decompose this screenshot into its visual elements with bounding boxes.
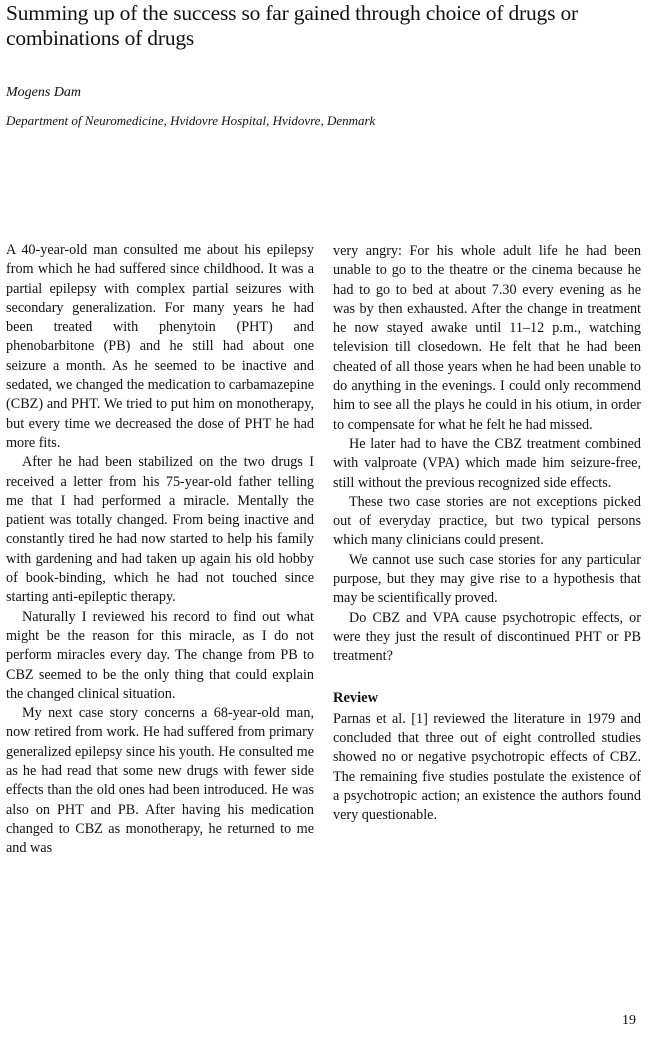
paragraph: Naturally I reviewed his record to find out what might be the reason for this miracle, as I do not perform miracles every day. The change from PB to CBZ seemed to be the only thing that could explain the changed clinical situation.	[6, 608, 314, 702]
paragraph: He later had to have the CBZ treatment combined with valproate (VPA) which made him seizure-free, still without the previous recognized side effects.	[333, 435, 641, 491]
author-affiliation: Department of Neuromedicine, Hvidovre Hospital, Hvidovre, Denmark	[6, 113, 376, 128]
paragraph: These two case stories are not exceptions picked out of everyday practice, but two typical persons which many clinicians could present.	[333, 493, 641, 549]
paragraph: We cannot use such case stories for any particular purpose, but they may give rise to a hypothesis that may be scientifically proved.	[333, 551, 641, 607]
paragraph: Parnas et al. [1] reviewed the literature in 1979 and concluded that three out of eight controlled studies showed no or negative psychotropic effects of CBZ. The remaining five studies postulate the existence of a psychotropic action; an existence the authors found very questionable.	[333, 710, 641, 824]
paragraph: A 40-year-old man consulted me about his epilepsy from which he had suffered since childhood. It was a partial epilepsy with complex partial seizures with secondary generalization. For many years he had been treated with phenytoin (PHT) and phenobarbitone (PB) and he still had about one seizure a month. As he seemed to be inactive and sedated, we changed the medication to carbamazepine (CBZ) and PHT. We tried to put him on monotherapy, but every time we decreased the dose of PHT he had more fits.	[6, 242, 314, 451]
paragraph: very angry: For his whole adult life he had been unable to go to the theatre or the cinema because he had to go to bed at about 7.30 every evening as he was by then exhausted. After the change in treatment he now stayed awake until 11–12 p.m., watching television till closedown. He felt that he had been cheated of all those years when he had been unable to do anything in the evenings. I could only recommend him to see all the plays he could in his otium, in order to compensate for what he felt he had missed.	[333, 243, 641, 433]
paragraph: Do CBZ and VPA cause psychotropic effects, or were they just the result of discontinued PHT or PB treatment?	[333, 609, 641, 665]
right-column	[333, 242, 641, 826]
left-column	[6, 241, 314, 859]
article-title: Summing up of the success so far gained through choice of drugs or combinations of drugs	[6, 1, 578, 50]
paragraph: My next case story concerns a 68-year-old man, now retired from work. He had suffered from primary generalized epilepsy since his youth. He consulted me as he had read that some new drugs with fewer side effects than the old ones had been introduced. He was also on PHT and PB. After having his medication changed to CBZ as monotherapy, he returned to me and was	[6, 705, 314, 857]
paragraph: After he had been stabilized on the two drugs I received a letter from his 75-year-old father telling me that I had performed a miracle. Mentally the patient was totally changed. From being inactive and constantly tired he had now started to help his family with gardening and had taken up again his old hobby of book-binding, which he had not touched since starting anti-epileptic therapy.	[6, 454, 314, 606]
page-number: 19	[622, 1013, 636, 1028]
author-name: Mogens Dam	[6, 85, 82, 100]
section-heading-review: Review	[333, 689, 379, 706]
